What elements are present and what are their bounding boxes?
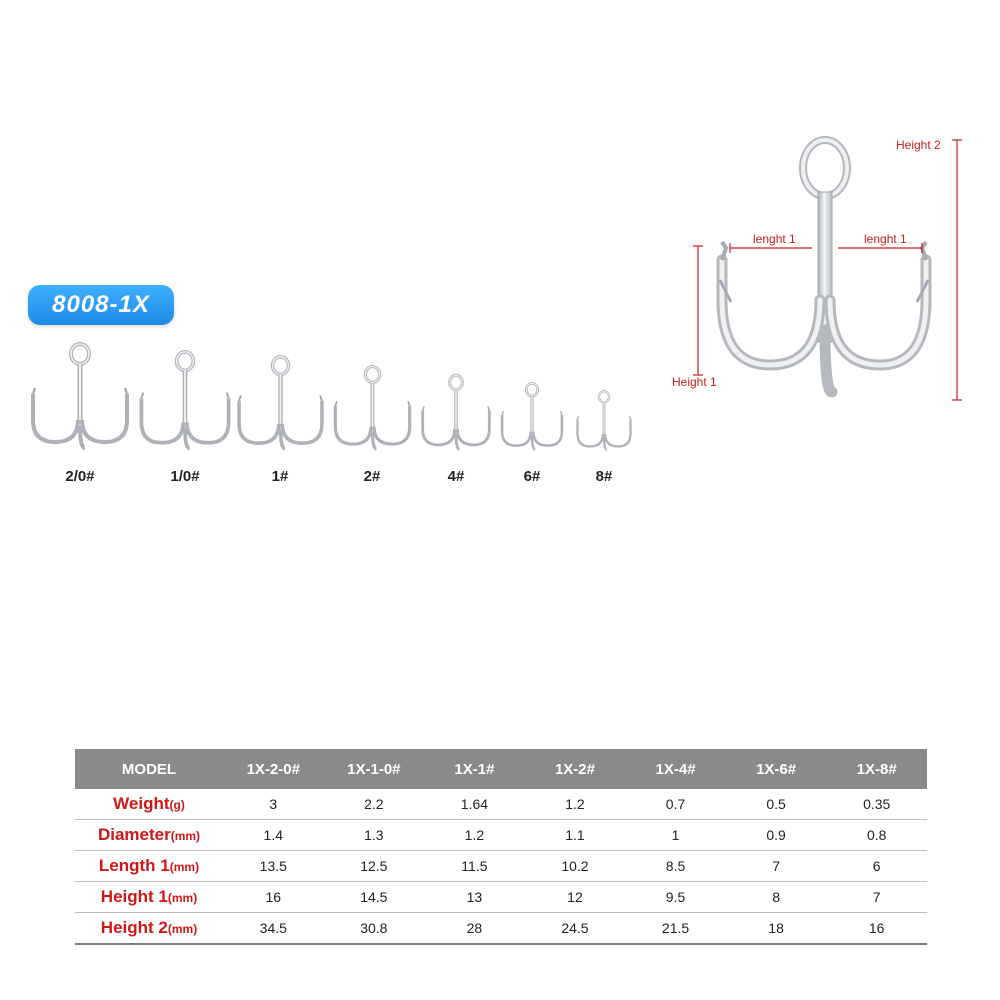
- table-cell: 1.2: [525, 789, 626, 820]
- table-cell: 7: [826, 882, 927, 913]
- column-header-model-code: 1X-2#: [525, 749, 626, 789]
- table-cell: 2.2: [324, 789, 425, 820]
- treble-hook-icon: [573, 390, 635, 452]
- column-header-model-code: 1X-8#: [826, 749, 927, 789]
- row-name-label: Height 2: [100, 918, 168, 937]
- treble-hook-icon: [417, 374, 495, 452]
- table-cell: 0.35: [826, 789, 927, 820]
- table-cell: 9.5: [625, 882, 726, 913]
- column-header-model-code: 1X-6#: [726, 749, 827, 789]
- row-name: [75, 789, 223, 820]
- hook-size-label: 2/0#: [65, 468, 95, 485]
- row-name-label: Diameter: [97, 825, 171, 844]
- specification-table: [75, 749, 927, 945]
- row-name: [75, 882, 223, 913]
- table-row: [75, 913, 927, 945]
- table-cell: 34.5: [223, 913, 324, 945]
- table-cell: 24.5: [525, 913, 626, 945]
- table-cell: 1.1: [525, 820, 626, 851]
- row-unit-label: (mm): [167, 922, 198, 936]
- table-cell: 0.7: [625, 789, 726, 820]
- treble-hook-icon: [134, 350, 236, 452]
- column-header-model-code: 1X-1-0#: [324, 749, 425, 789]
- hook-size-label: 4#: [447, 468, 465, 485]
- table-cell: 12.5: [324, 851, 425, 882]
- table-cell: 16: [826, 913, 927, 945]
- table-header-row: [75, 749, 927, 789]
- row-unit-label: (mm): [170, 829, 201, 843]
- row-name: [75, 913, 223, 945]
- row-unit-label: (g): [169, 798, 185, 812]
- table-row: [75, 851, 927, 882]
- table-cell: 16: [223, 882, 324, 913]
- row-name-label: Weight: [113, 794, 170, 813]
- treble-hook-icon: [232, 355, 329, 452]
- column-header-model-code: 1X-2-0#: [223, 749, 324, 789]
- table-cell: 6: [826, 851, 927, 882]
- table-cell: 0.5: [726, 789, 827, 820]
- table-cell: 18: [726, 913, 827, 945]
- row-name-label: Height 1: [100, 887, 168, 906]
- table-cell: 13.5: [223, 851, 324, 882]
- table-cell: 0.8: [826, 820, 927, 851]
- table-cell: 1.2: [424, 820, 525, 851]
- row-unit-label: (mm): [169, 860, 200, 874]
- height-2-label: Height 2: [896, 138, 941, 152]
- length-1-left-label: lenght 1: [753, 232, 796, 246]
- column-header-model-code: 1X-4#: [625, 749, 726, 789]
- hook-size-label: 1/0#: [170, 468, 200, 485]
- row-unit-label: (mm): [167, 891, 198, 905]
- table-cell: 8.5: [625, 851, 726, 882]
- hook-size-label: 1#: [271, 468, 289, 485]
- dimension-diagram: [660, 130, 980, 420]
- treble-hook-icon: [329, 365, 416, 452]
- table-cell: 1: [625, 820, 726, 851]
- table-cell: 14.5: [324, 882, 425, 913]
- hook-size-label: 8#: [595, 468, 613, 485]
- model-badge: 8008-1X: [28, 285, 174, 325]
- table-cell: 1.4: [223, 820, 324, 851]
- hook-size-label: 2#: [363, 468, 381, 485]
- table-cell: 1.3: [324, 820, 425, 851]
- column-header-model-code: 1X-1#: [424, 749, 525, 789]
- table-row: [75, 820, 927, 851]
- column-header-model: MODEL: [75, 749, 223, 789]
- row-name: [75, 851, 223, 882]
- table-cell: 0.9: [726, 820, 827, 851]
- table-cell: 7: [726, 851, 827, 882]
- table-cell: 8: [726, 882, 827, 913]
- table-cell: 1.64: [424, 789, 525, 820]
- hook-size-label: 6#: [523, 468, 541, 485]
- table-cell: 21.5: [625, 913, 726, 945]
- height-1-label: Height 1: [672, 375, 717, 389]
- row-name: [75, 820, 223, 851]
- treble-hook-icon: [497, 382, 567, 452]
- table-cell: 12: [525, 882, 626, 913]
- length-1-right-label: lenght 1: [864, 232, 907, 246]
- table-cell: 28: [424, 913, 525, 945]
- table-row: [75, 882, 927, 913]
- table-cell: 10.2: [525, 851, 626, 882]
- treble-hook-icon: [25, 342, 135, 452]
- table-cell: 30.8: [324, 913, 425, 945]
- table-cell: 11.5: [424, 851, 525, 882]
- table-cell: 3: [223, 789, 324, 820]
- row-name-label: Length 1: [98, 856, 170, 875]
- table-row: [75, 789, 927, 820]
- table-cell: 13: [424, 882, 525, 913]
